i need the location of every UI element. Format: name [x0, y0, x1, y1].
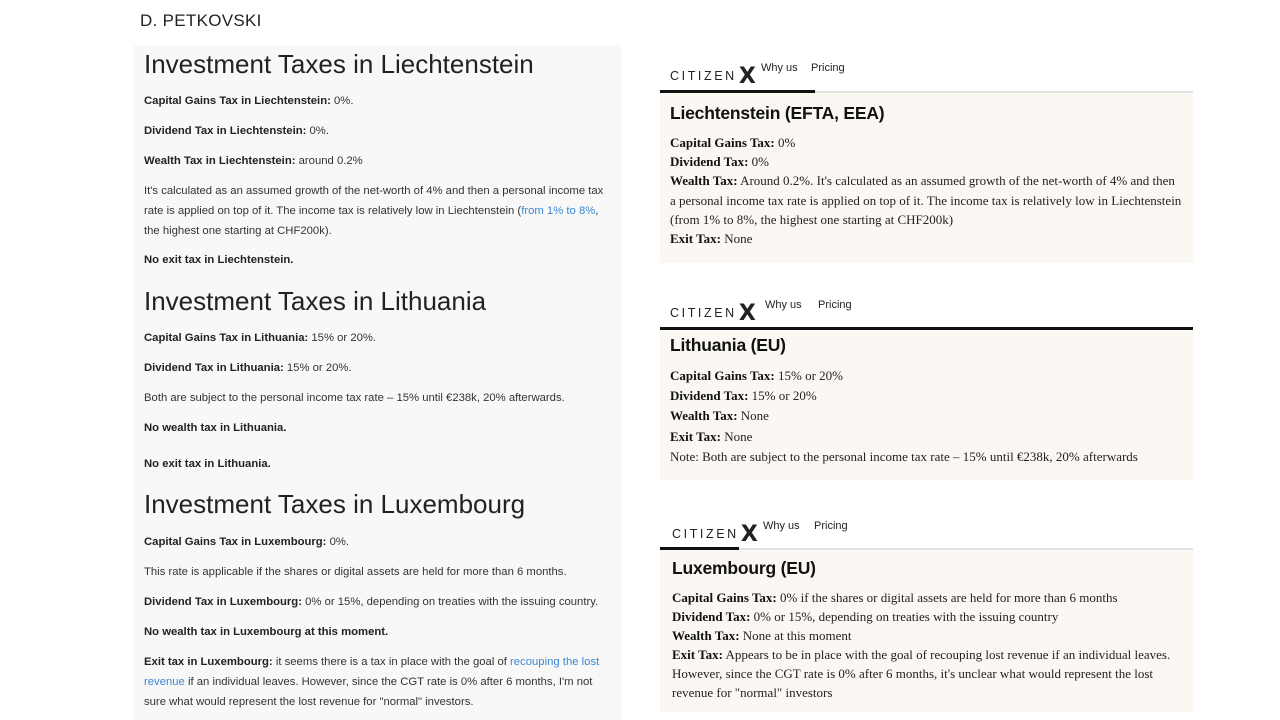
label-li-wealth: Wealth Tax in Liechtenstein:: [144, 155, 296, 167]
para-li-explain: [144, 181, 609, 241]
value-lu-cgt: 0%.: [326, 536, 350, 548]
text-lt-exit: No exit tax in Lithuania.: [144, 458, 271, 470]
value-lu-div: 0% or 15%, depending on treaties with the issuing country.: [301, 596, 599, 608]
nav-active-indicator: [660, 327, 1193, 330]
text-li-exit: No exit tax in Liechtenstein.: [144, 254, 294, 266]
line-wealth: [670, 406, 1183, 426]
card-lines: [670, 366, 1183, 467]
nav-why-us[interactable]: Why us: [763, 520, 800, 532]
para-lt-exit: [144, 454, 609, 474]
card-lines: [670, 133, 1183, 248]
label-lu-exit: Exit tax in Luxembourg:: [144, 656, 273, 668]
card-nav: [660, 282, 1193, 328]
line-div: [670, 386, 1183, 406]
card-body: [660, 550, 1193, 712]
value-exit: None: [720, 428, 753, 444]
card-body: [660, 331, 1193, 480]
citizenx-logo[interactable]: [672, 519, 758, 547]
logo-x-icon: X: [738, 64, 756, 89]
citizenx-logo[interactable]: [670, 61, 756, 89]
heading-lithuania: Investment Taxes in Lithuania: [144, 286, 487, 316]
card-liechtenstein: [660, 45, 1193, 263]
value-cgt: 0% if the shares or digital assets are held for more than 6 months: [776, 590, 1118, 605]
label-lt-div: Dividend Tax in Lithuania:: [144, 362, 284, 374]
para-lu-explain: This rate is applicable if the shares or digital assets are held for more than 6 months.: [144, 566, 567, 578]
card-lines: [672, 588, 1183, 703]
para-lu-div: [144, 592, 609, 612]
para-lu-exit: [144, 652, 609, 712]
line-note: Note: Both are subject to the personal income tax rate – 15% until €238k, 20% afterwards: [670, 448, 1138, 464]
nav-pricing[interactable]: Pricing: [811, 62, 845, 74]
link-income-tax-rates[interactable]: from 1% to 8%: [521, 205, 596, 217]
line-exit: [672, 645, 1183, 702]
line-div: [672, 607, 1183, 626]
para-li-wealth: [144, 151, 609, 171]
value-div: 15% or 20%: [748, 388, 817, 404]
card-nav: [660, 45, 1193, 91]
value-lt-div: 15% or 20%.: [283, 362, 352, 374]
nav-divider: [660, 328, 1193, 330]
line-exit: [670, 229, 1183, 248]
para-li-div: [144, 121, 609, 141]
value-wealth: None at this moment: [739, 628, 852, 644]
label-lu-cgt: Capital Gains Tax in Luxembourg:: [144, 536, 327, 548]
logo-text: CITIZEN: [670, 69, 737, 83]
brand-initial: D.: [140, 11, 158, 30]
label-cgt: Capital Gains Tax:: [670, 135, 775, 150]
value-cgt: 0%: [774, 135, 796, 150]
logo-text: CITIZEN: [672, 527, 739, 541]
label-div: Dividend Tax:: [672, 609, 751, 625]
card-title: Lithuania (EU): [670, 335, 786, 355]
card-title: Luxembourg (EU): [672, 558, 816, 578]
para-lt-explain: Both are subject to the personal income tax rate – 15% until €238k, 20% afterwards.: [144, 392, 565, 404]
label-cgt: Capital Gains Tax:: [670, 368, 775, 383]
label-div: Dividend Tax:: [670, 154, 749, 170]
label-wealth: Wealth Tax:: [672, 628, 740, 644]
text-lu-exit-1: it seems there is a tax in place with the goal of: [272, 656, 511, 668]
line-exit: [670, 427, 1183, 447]
label-exit: Exit Tax:: [672, 647, 723, 663]
label-li-cgt: Capital Gains Tax in Liechtenstein:: [144, 95, 331, 107]
brand-logo[interactable]: [140, 11, 262, 31]
label-exit: Exit Tax:: [670, 428, 721, 444]
link-recouping-lost-revenue[interactable]: recouping the lost revenue: [144, 656, 600, 688]
para-li-exit: [144, 250, 609, 270]
para-lt-div: [144, 358, 609, 378]
text-li-explain-2: , the highest one starting at CHF200k).: [144, 205, 599, 237]
value-exit: Appears to be in place with the goal of recouping lost revenue if an individual leaves. However, since the CGT rate is 0% after 6 months, it's unclear what would represent the lost revenue for "normal" investors: [672, 647, 1171, 701]
nav-pricing[interactable]: Pricing: [818, 299, 852, 311]
article-panel: [134, 45, 622, 720]
label-div: Dividend Tax:: [670, 388, 749, 404]
nav-why-us[interactable]: Why us: [761, 62, 798, 74]
line-cgt: [672, 588, 1183, 607]
heading-liechtenstein: Investment Taxes in Liechtenstein: [144, 49, 534, 79]
value-li-cgt: 0%.: [330, 95, 354, 107]
para-lu-cgt: [144, 532, 609, 552]
label-wealth: Wealth Tax:: [670, 408, 738, 424]
para-lu-wealth: [144, 622, 609, 642]
line-cgt: [670, 133, 1183, 152]
label-lt-cgt: Capital Gains Tax in Lithuania:: [144, 332, 309, 344]
value-wealth: None: [737, 408, 769, 424]
para-lt-cgt: [144, 328, 609, 348]
para-li-cgt: [144, 91, 609, 111]
value-li-div: 0%.: [306, 125, 329, 137]
line-div: [670, 152, 1183, 171]
logo-text: CITIZEN: [670, 306, 737, 320]
nav-pricing[interactable]: Pricing: [814, 520, 848, 532]
value-div: 0%: [748, 154, 769, 170]
brand-name: PETKOVSKI: [162, 11, 262, 30]
para-lt-wealth: [144, 418, 609, 438]
value-cgt: 15% or 20%: [774, 368, 844, 383]
value-wealth: Around 0.2%. It's calculated as an assumed growth of the net-worth of 4% and then a personal income tax rate is applied on top of it. The income tax is relatively low in Liechtenstein (from 1% to 8%, the highest one starting at CHF200k): [670, 173, 1182, 227]
label-exit: Exit Tax:: [670, 231, 721, 247]
label-cgt: Capital Gains Tax:: [672, 590, 777, 605]
card-body: [660, 93, 1193, 263]
label-wealth: Wealth Tax:: [670, 173, 738, 189]
card-nav: [660, 503, 1193, 549]
text-lu-wealth: No wealth tax in Luxembourg at this moment.: [144, 626, 389, 638]
line-wealth: [672, 626, 1183, 645]
line-wealth: [670, 171, 1183, 229]
nav-why-us[interactable]: Why us: [765, 299, 802, 311]
label-li-div: Dividend Tax in Liechtenstein:: [144, 125, 307, 137]
card-title: Liechtenstein (EFTA, EEA): [670, 103, 885, 123]
value-lt-cgt: 15% or 20%.: [308, 332, 377, 344]
heading-luxembourg: Investment Taxes in Luxembourg: [144, 489, 526, 519]
value-li-wealth: around 0.2%: [295, 155, 363, 167]
citizenx-logo[interactable]: [670, 298, 756, 326]
text-lu-exit-2: if an individual leaves. However, since the CGT rate is 0% after 6 months, I'm not sure what would represent the lost revenue for "normal" investors.: [144, 676, 593, 708]
logo-x-icon: X: [738, 301, 756, 326]
card-luxembourg: [660, 503, 1193, 712]
line-cgt: [670, 366, 1183, 386]
card-lithuania: [660, 282, 1193, 480]
text-li-explain-1: It's calculated as an assumed growth of the net-worth of 4% and then a personal income tax rate is applied on top of it. The income tax is relatively low in Liechtenstein (: [144, 185, 604, 217]
value-div: 0% or 15%, depending on treaties with the issuing country: [750, 609, 1059, 625]
logo-x-icon: X: [740, 522, 758, 547]
text-lt-wealth: No wealth tax in Lithuania.: [144, 422, 287, 434]
value-exit: None: [720, 231, 753, 247]
label-lu-div: Dividend Tax in Luxembourg:: [144, 596, 302, 608]
